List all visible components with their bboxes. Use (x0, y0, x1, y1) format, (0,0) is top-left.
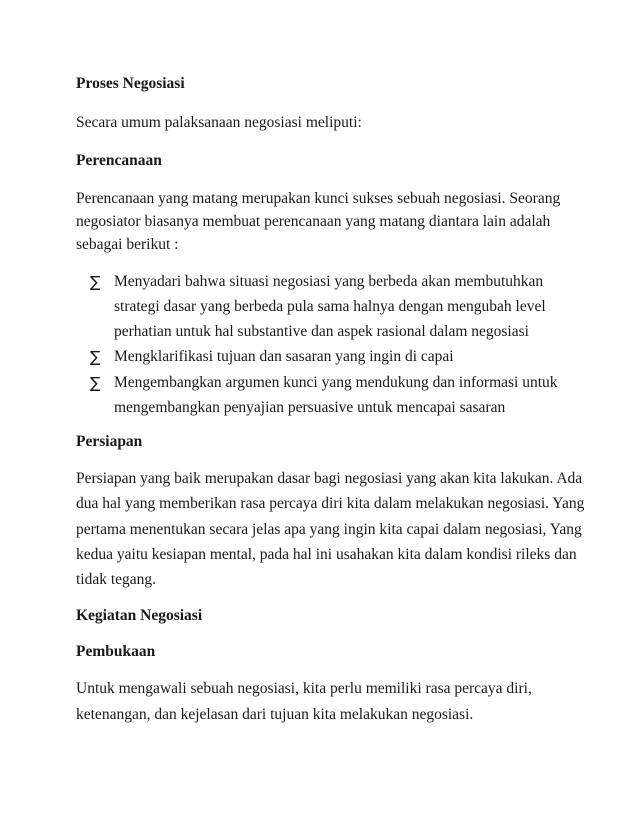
bullet-1-line: Menyadari bahwa situasi negosiasi yang berbeda akan membutuhkan (114, 273, 544, 290)
heading-perencanaan: Perencanaan (76, 152, 162, 169)
perencanaan-paragraph-line: sebagai berikut : (76, 236, 179, 253)
document-title: Proses Negosiasi (76, 75, 185, 92)
bullet-3-line: Mengembangkan argumen kunci yang mendukung dan informasi untuk (114, 374, 558, 391)
heading-pembukaan: Pembukaan (76, 643, 156, 660)
persiapan-paragraph-line: kedua yaitu kesiapan mental, pada hal ini usahakan kita dalam kondisi rileks dan (76, 546, 577, 563)
sigma-bullet-icon: ∑ (90, 374, 101, 392)
perencanaan-paragraph-line: negosiator biasanya membuat perencanaan yang matang diantara lain adalah (76, 213, 551, 230)
bullet-1-line: perhatian untuk hal substantive dan aspek rasional dalam negosiasi (114, 323, 529, 340)
persiapan-paragraph-line: pertama menentukan secara jelas apa yang ingin kita capai dalam negosiasi, Yang (76, 521, 582, 538)
persiapan-paragraph-line: dua hal yang memberikan rasa percaya diri kita dalam melakukan negosiasi. Yang (76, 495, 585, 512)
bullet-1-line: strategi dasar yang berbeda pula sama halnya dengan mengubah level (114, 298, 546, 315)
sigma-bullet-icon: ∑ (90, 348, 101, 366)
sigma-bullet-icon: ∑ (90, 273, 101, 291)
persiapan-paragraph-line: Persiapan yang baik merupakan dasar bagi negosiasi yang akan kita lakukan. Ada (76, 470, 583, 487)
bullet-3-line: mengembangkan penyajian persuasive untuk mencapai sasaran (114, 399, 506, 416)
pembukaan-paragraph-line: ketenangan, dan kejelasan dari tujuan kita melakukan negosiasi. (76, 706, 474, 723)
heading-persiapan: Persiapan (76, 433, 143, 450)
perencanaan-paragraph-line: Perencanaan yang matang merupakan kunci sukses sebuah negosiasi. Seorang (76, 190, 561, 207)
heading-kegiatan-negosiasi: Kegiatan Negosiasi (76, 607, 203, 624)
persiapan-paragraph-line: tidak tegang. (76, 571, 157, 588)
intro-text: Secara umum palaksanaan negosiasi meliputi: (76, 114, 362, 131)
pembukaan-paragraph-line: Untuk mengawali sebuah negosiasi, kita perlu memiliki rasa percaya diri, (76, 680, 532, 697)
bullet-2-line: Mengklarifikasi tujuan dan sasaran yang ingin di capai (114, 348, 454, 365)
